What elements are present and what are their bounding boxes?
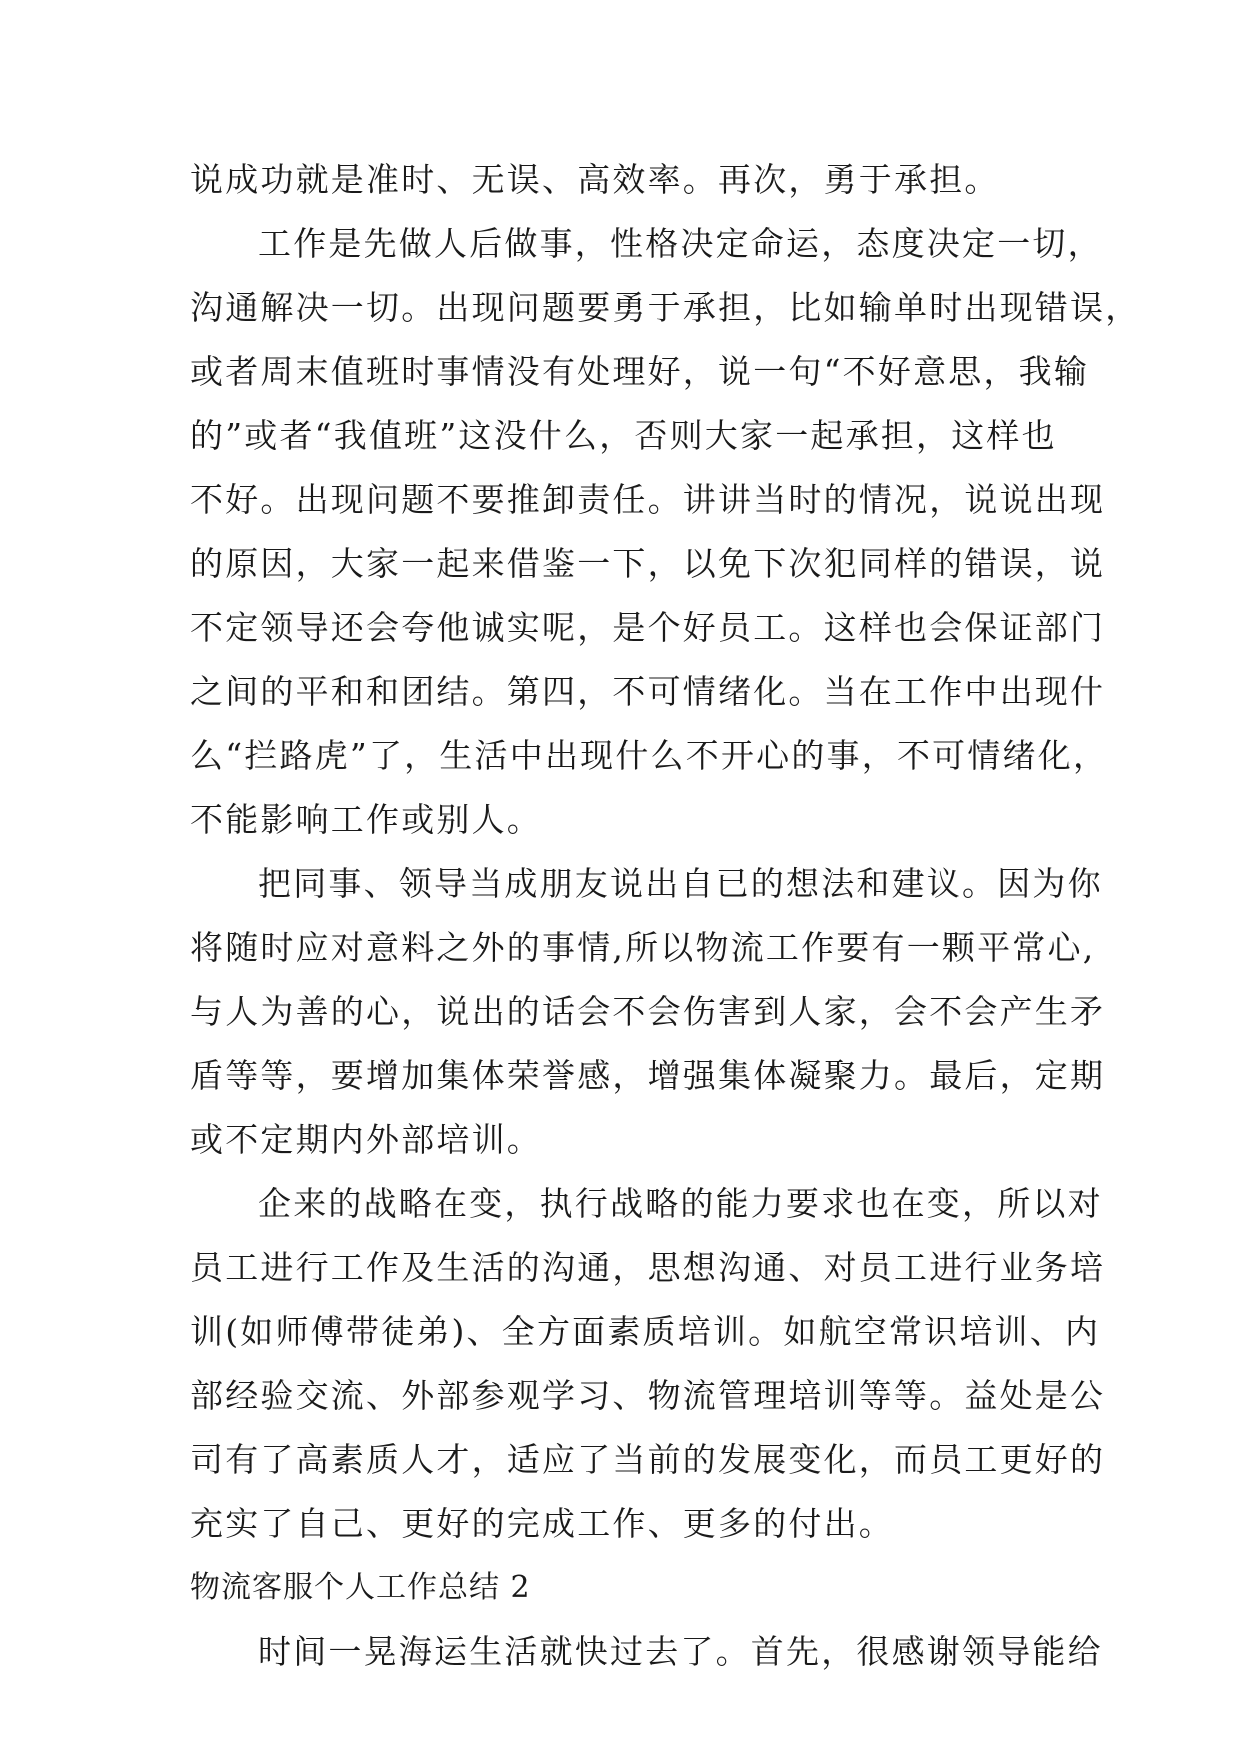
text-line: 司有了高素质人才，适应了当前的发展变化，而员工更好的 [190,1440,1106,1479]
document-page [190,148,1141,1684]
text-line: 训(如师傅带徒弟)、全方面素质培训。如航空常识培训、内 [190,1312,1101,1351]
text-line: 盾等等，要增加集体荣誉感，增强集体凝聚力。最后，定期 [190,1056,1106,1095]
text-line: 或者周末值班时事情没有处理好，说一句“不好意思，我输 [190,352,1090,391]
section-heading: 物流客服个人工作总结 2 [190,1570,531,1605]
text-line: 不定领导还会夸他诚实呢，是个好员工。这样也会保证部门 [190,608,1106,647]
text-line: 时间一晃海运生活就快过去了。首先，很感谢领导能给 [258,1632,1103,1671]
text-line: 不能影响工作或别人。 [190,800,542,839]
text-line: 沟通解决一切。出现问题要勇于承担，比如输单时出现错误， [190,288,1141,327]
text-line: 么“拦路虎”了，生活中出现什么不开心的事，不可情绪化， [190,736,1109,775]
text-line: 工作是先做人后做事，性格决定命运，态度决定一切， [258,224,1103,263]
text-line: 与人为善的心，说出的话会不会伤害到人家，会不会产生矛 [190,992,1106,1031]
text-line: 或不定期内外部培训。 [190,1120,542,1159]
text-line: 说成功就是准时、无误、高效率。再次，勇于承担。 [190,160,1000,199]
text-line: 之间的平和和团结。第四，不可情绪化。当在工作中出现什 [190,672,1106,711]
text-line: 企来的战略在变，执行战略的能力要求也在变，所以对 [258,1184,1103,1223]
text-line: 不好。出现问题不要推卸责任。讲讲当时的情况，说说出现 [190,480,1106,519]
text-line: 充实了自己、更好的完成工作、更多的付出。 [190,1504,894,1543]
text-line: 员工进行工作及生活的沟通，思想沟通、对员工进行业务培 [190,1248,1106,1287]
text-line: 的”或者“我值班”这没什么，否则大家一起承担，这样也 [190,416,1057,455]
text-line: 将随时应对意料之外的事情,所以物流工作要有一颗平常心, [190,928,1096,967]
text-line: 部经验交流、外部参观学习、物流管理培训等等。益处是公 [190,1376,1106,1415]
text-line: 把同事、领导当成朋友说出自已的想法和建议。因为你 [258,864,1103,903]
text-line: 的原因，大家一起来借鉴一下，以免下次犯同样的错误，说 [190,544,1106,583]
